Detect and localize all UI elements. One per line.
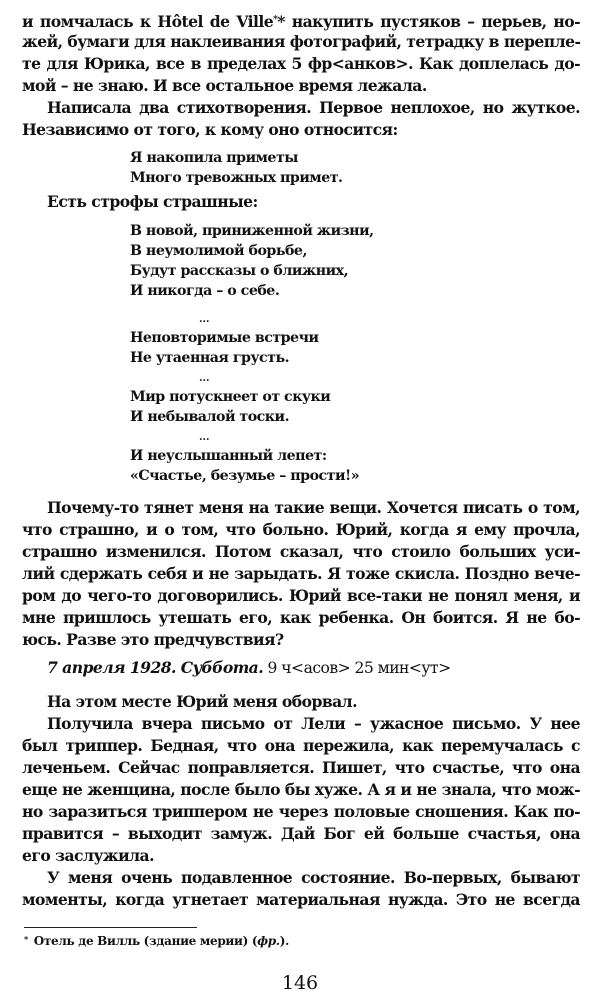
entry-date: 7 апреля 1928. Суббота. (47, 658, 264, 677)
text-line: На этом месте Юрий меня оборвал. (47, 692, 358, 711)
footnote-text-end: ). (279, 934, 290, 948)
text-line: леченьем. Сейчас поправляется. Пишет, что счастье, что она (22, 758, 580, 777)
text-line: но заразиться триппером не через половые сношения. Как по- (22, 802, 580, 821)
text-line: лий сдержать себя и не зарыдать. Я тоже скисла. Поздно вече- (22, 564, 580, 583)
text-fragment: и помчалась к Hôtel de Ville (22, 12, 274, 31)
text-line: ром до чего-то договорились. Юрий все-таки не понял меня, и (22, 586, 580, 605)
ellipsis-separator: ... (199, 432, 210, 443)
text-line: Почему-то тянет меня на такие вещи. Хочется писать о том, (47, 498, 580, 517)
diary-entry-heading (47, 657, 451, 679)
text-line: юсь. Разве это предчувствия? (22, 630, 284, 649)
verse-line: И небывалой тоски. (130, 409, 290, 425)
text-line: страшно изменился. Потом сказал, что стоило больших уси- (22, 542, 580, 561)
entry-time: 9 ч<асов> 25 мин<ут> (263, 659, 451, 677)
verse-line: В новой, приниженной жизни, (130, 223, 374, 239)
text-fragment: * накупить пустяков – перьев, но- (277, 12, 580, 31)
ellipsis-separator: ... (199, 373, 210, 384)
footnote-divider (24, 927, 197, 928)
text-line: Написала два стихотворения. Первое неплохое, но жуткое. (47, 98, 580, 117)
verse-line: Много тревожных примет. (130, 170, 343, 186)
text-line: мой – не знаю. И все остальное время лежала. (22, 76, 427, 95)
text-line (22, 9, 580, 33)
text-line: моменты, когда угнетает материальная нужда. Это не всегда (22, 890, 580, 909)
footnote-marker: * (273, 15, 278, 25)
text-line: еще не женщина, после было бы хуже. А я и не знала, что мож- (22, 780, 580, 799)
verse-line: И никогда – о себе. (130, 283, 280, 299)
text-line: был триппер. Бедная, что она пережила, как перемучалась с (22, 736, 580, 755)
verse-line: «Счастье, безумье – прости!» (130, 468, 360, 484)
footnote (24, 934, 289, 948)
text-line: Независимо от того, к кому оно относится: (22, 120, 398, 139)
verse-line: В неумолимой борьбе, (130, 243, 307, 259)
footnote-text: Отель де Вилль (здание мерии) ( (29, 934, 258, 948)
verse-line: Мир потускнеет от скуки (130, 389, 331, 405)
page-number: 146 (281, 972, 319, 994)
footnote-abbreviation: фр. (257, 934, 280, 948)
text-line: У меня очень подавленное состояние. Во-первых, бывают (47, 868, 580, 887)
verse-line: Я накопила приметы (130, 150, 298, 166)
verse-line: Будут рассказы о ближних, (130, 263, 349, 279)
text-line: Получила вчера письмо от Лели – ужасное письмо. У нее (47, 714, 580, 733)
text-line: его заслужила. (22, 846, 154, 865)
verse-line: И неуслышанный лепет: (130, 448, 327, 464)
text-line: Есть строфы страшные: (47, 192, 258, 211)
text-line: что страшно, и о том, что больно. Юрий, когда я ему прочла, (22, 520, 580, 539)
verse-line: Не утаенная грусть. (130, 350, 290, 366)
footnote-marker: * (24, 934, 28, 944)
text-line: те для Юрика, все в пределах 5 фр<анков>. Как доплелась до- (22, 54, 580, 73)
ellipsis-separator: ... (199, 314, 210, 325)
text-line: правится – выходит замуж. Дай Бог ей больше счастья, она (22, 824, 580, 843)
text-line: жей, бумаги для наклеивания фотографий, тетрадку в перепле- (22, 32, 581, 51)
verse-line: Неповторимые встречи (130, 330, 319, 346)
text-line: мне пришлось утешать его, как ребенка. Он боится. Я не бо- (22, 608, 580, 627)
